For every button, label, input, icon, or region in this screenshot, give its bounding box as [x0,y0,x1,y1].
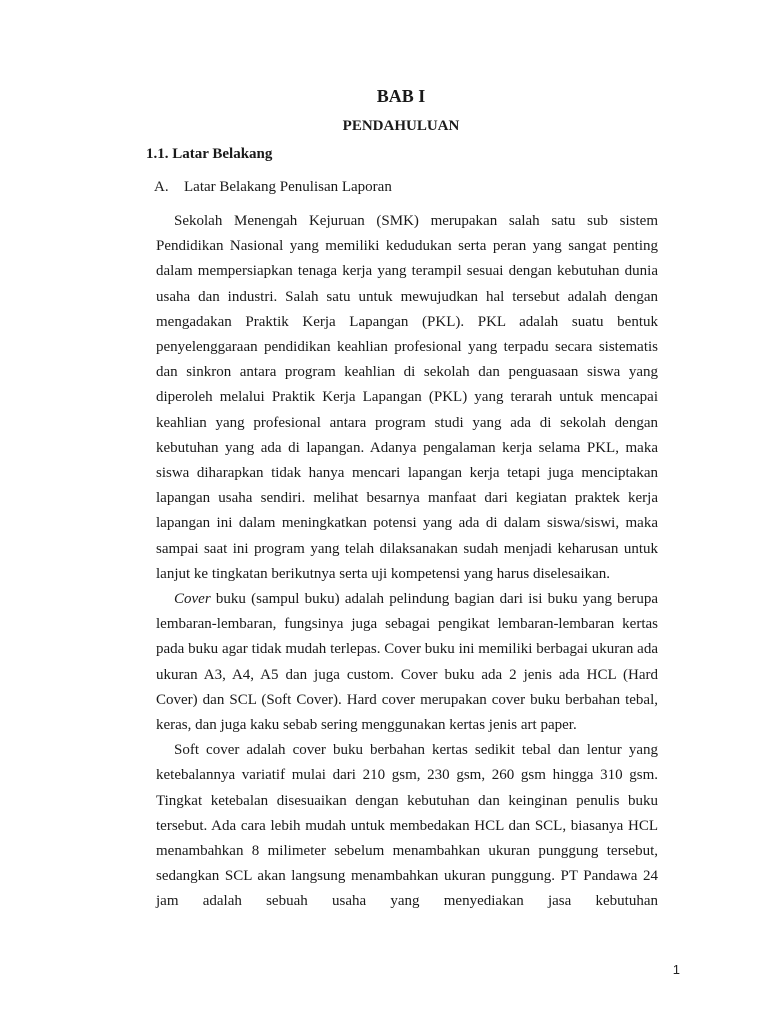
paragraph-cover-text: buku (sampul buku) adalah pelindung bagian dari isi buku yang berupa lembaran-lembaran, fungsinya juga sebagai pengikat lembaran-lembaran kertas pada buku agar tidak mudah terlepas. Cover buku ini memiliki berbagai ukuran ada ukuran A3, A4, A5 dan juga custom. Cover buku ada 2 jenis ada HCL (Hard Cover) dan SCL (Soft Cover). Hard cover merupakan cover buku berbahan tebal, keras, dan juga kaku sebab sering menggunakan kertas jenis art paper. [156,591,658,734]
chapter-title: BAB I [376,86,426,106]
section-heading: 1.1. Latar Belakang [146,146,273,162]
chapter-subtitle: PENDAHULUAN [342,118,460,134]
paragraph-smk: Sekolah Menengah Kejuruan (SMK) merupakan salah satu sub sistem Pendidikan Nasional yang memiliki kedudukan serta peran yang sangat penting dalam mempersiapkan tenaga kerja yang terampil sesuai dengan kebutuhan dunia usaha dan industri. Salah satu untuk mewujudkan hal tersebut adalah dengan mengadakan Praktik Kerja Lapangan (PKL). PKL adalah suatu bentuk penyelenggaraan pendidikan keahlian profesional yang terpadu secara sistematis dan sinkron antara program keahlian di sekolah dan penguasaan siswa yang diperoleh melalui Praktik Kerja Lapangan (PKL) yang terarah untuk mencapai keahlian yang profesional antara program studi yang ada di sekolah dengan kebutuhan yang ada di lapangan. Adanya pengalaman kerja selama PKL, maka siswa diharapkan tidak hanya mencari lapangan kerja tetapi juga menciptakan lapangan usaha sendiri. melihat besarnya manfaat dari kegiatan praktek kerja lapangan ini dalam meningkatkan potensi yang ada di dalam siswa/siswi, maka sampai saat ini program yang telah dilaksanakan sudah menjadi keharusan untuk lanjut ke tingkatan berikutnya serta uji kompetensi yang harus diselesaikan. [156,213,658,582]
italic-term-cover: Cover [174,591,211,608]
paragraph-cover [156,587,658,738]
body-text [156,209,658,915]
subsection-heading [154,179,392,196]
subsection-title: Latar Belakang Penulisan Laporan [184,179,392,195]
page-number: 1 [672,962,680,977]
paragraph-soft-cover: Soft cover adalah cover buku berbahan kertas sedikit tebal dan lentur yang ketebalannya variatif mulai dari 210 gsm, 230 gsm, 260 gsm hingga 310 gsm. Tingkat ketebalan disesuaikan dengan kebutuhan dan keinginan penulis buku tersebut. Ada cara lebih mudah untuk membedakan HCL dan SCL, biasanya HCL menambahkan 8 milimeter sebelum menambahkan ukuran punggung tersebut, sedangkan SCL akan langsung menambahkan ukuran punggung. PT Pandawa 24 jam adalah sebuah usaha yang menyediakan jasa kebutuhan [156,742,658,910]
subsection-marker: A. [154,179,169,195]
